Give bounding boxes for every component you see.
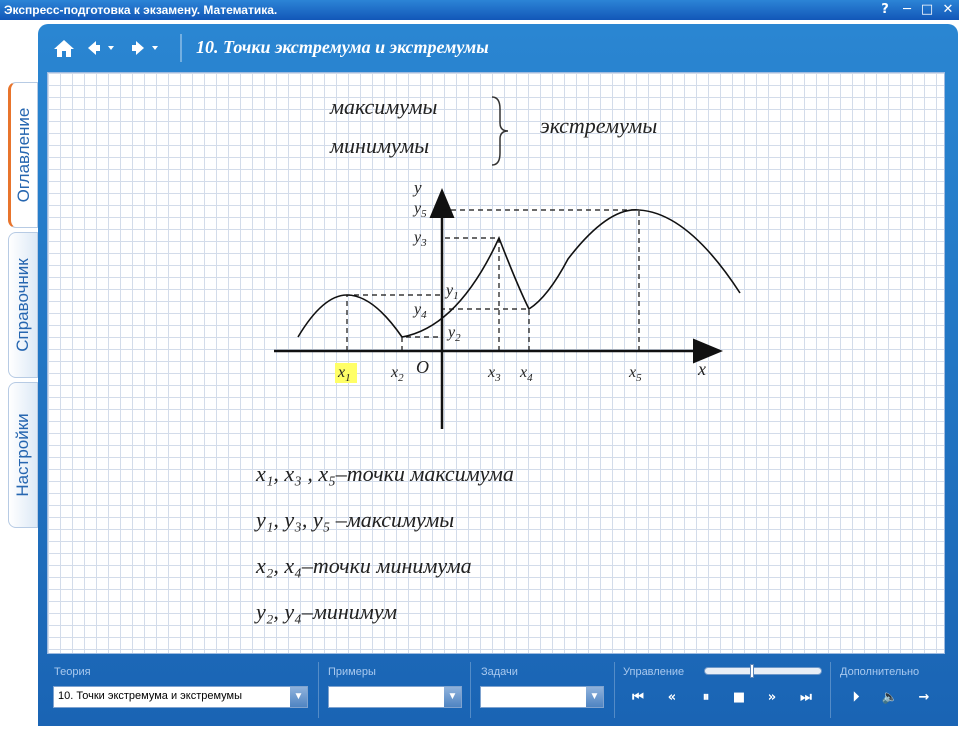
pause-icon[interactable]: ⏸ xyxy=(702,690,710,705)
fast-forward-icon[interactable]: » xyxy=(767,690,777,705)
tab-settings[interactable] xyxy=(8,382,38,528)
examples-label: Примеры xyxy=(328,666,376,678)
explanation-line-1 xyxy=(256,461,514,487)
extra-label: Дополнительно xyxy=(840,666,920,678)
tab-contents-label: Оглавление xyxy=(14,107,33,203)
function-graph xyxy=(268,177,748,437)
back-arrow-icon[interactable] xyxy=(84,36,118,60)
divider xyxy=(830,662,831,718)
y-label-3: $y_1$ xyxy=(446,282,459,302)
forward-arrow-icon[interactable] xyxy=(128,36,162,60)
y-axis-label: y xyxy=(414,178,422,197)
control-label: Управление xyxy=(623,666,685,678)
tab-contents[interactable] xyxy=(8,82,38,228)
close-button[interactable]: ✕ xyxy=(942,2,954,17)
explanation-line-4 xyxy=(256,599,397,625)
theory-select[interactable] xyxy=(53,686,308,708)
toolbar xyxy=(38,24,958,72)
divider xyxy=(614,662,615,718)
guide-lines xyxy=(347,210,639,351)
tasks-label: Задачи xyxy=(481,666,518,678)
line-4-vars: y₂, y₄ xyxy=(256,599,302,624)
rewind-icon[interactable]: « xyxy=(667,690,677,705)
line-2-vars: y₁, y₃, y₅ xyxy=(256,507,336,532)
line-1-vars: x₁, x₃ , x₅ xyxy=(256,461,336,486)
tab-settings-label: Настройки xyxy=(13,413,32,497)
tab-reference[interactable] xyxy=(8,232,38,378)
lesson-content xyxy=(47,72,945,654)
extremums-label: экстремумы xyxy=(540,113,658,138)
tab-reference-label: Справочник xyxy=(13,258,32,352)
chevron-down-icon: ▼ xyxy=(444,687,461,707)
home-icon[interactable] xyxy=(52,36,76,60)
line-3-text: –точки минимума xyxy=(301,553,472,578)
maximums-label: максимумы xyxy=(330,94,438,119)
minimums-label: минимумы xyxy=(330,133,430,158)
help-button[interactable]: ? xyxy=(881,2,889,17)
y-label-1: $y_5$ xyxy=(414,200,427,220)
y-label-5: $y_2$ xyxy=(448,324,461,344)
window-titlebar xyxy=(0,0,959,20)
y-label-4: $y_4$ xyxy=(414,301,427,321)
divider xyxy=(318,662,319,718)
minimize-button[interactable]: ─ xyxy=(903,2,911,17)
lesson-title: 10. Точки экстремума и экстремумы xyxy=(196,37,489,57)
x-label-4: $x_4$ xyxy=(520,364,533,384)
chevron-down-icon: ▼ xyxy=(290,687,307,707)
function-curve xyxy=(298,210,740,337)
x-tick-labels xyxy=(335,363,642,384)
control-bar xyxy=(38,656,958,726)
maximize-button[interactable]: □ xyxy=(920,2,934,17)
theory-select-value: 10. Точки экстремума и экстремумы xyxy=(58,690,243,702)
examples-select[interactable] xyxy=(328,686,462,708)
x-label-3: $x_3$ xyxy=(488,364,501,384)
divider xyxy=(470,662,471,718)
y-label-2: $y_3$ xyxy=(414,229,427,249)
pointer-icon[interactable]: → xyxy=(918,690,930,705)
volume-slider[interactable] xyxy=(704,667,822,675)
toolbar-divider xyxy=(180,34,182,62)
skip-end-icon[interactable]: ⏭ xyxy=(800,690,812,705)
chevron-down-icon: ▼ xyxy=(586,687,603,707)
line-3-vars: x₂, x₄ xyxy=(256,553,302,578)
tasks-select[interactable] xyxy=(480,686,604,708)
x-axis-label: x xyxy=(698,359,706,379)
explanation-line-2 xyxy=(256,507,454,533)
curly-brace xyxy=(488,95,512,167)
x-label-1: $x_1$ xyxy=(338,364,351,384)
slow-play-icon[interactable]: ⏵ xyxy=(852,690,860,705)
skip-start-icon[interactable]: ⏮ xyxy=(632,690,644,705)
explanation-line-3 xyxy=(256,553,472,579)
line-4-text: –минимум xyxy=(301,599,398,624)
theory-label: Теория xyxy=(54,666,91,678)
main-frame xyxy=(38,24,958,726)
origin-label: O xyxy=(416,357,429,377)
x-label-2: $x_2$ xyxy=(391,364,404,384)
line-1-text: –точки максимума xyxy=(335,461,514,486)
line-2-text: –максимумы xyxy=(335,507,455,532)
window-title: Экспресс-подготовка к экзамену. Математика. xyxy=(4,3,278,17)
x-label-5: $x_5$ xyxy=(629,364,642,384)
sound-icon[interactable]: 🔈 xyxy=(881,690,899,705)
slider-thumb[interactable] xyxy=(750,664,754,678)
stop-icon[interactable]: ■ xyxy=(732,690,746,705)
